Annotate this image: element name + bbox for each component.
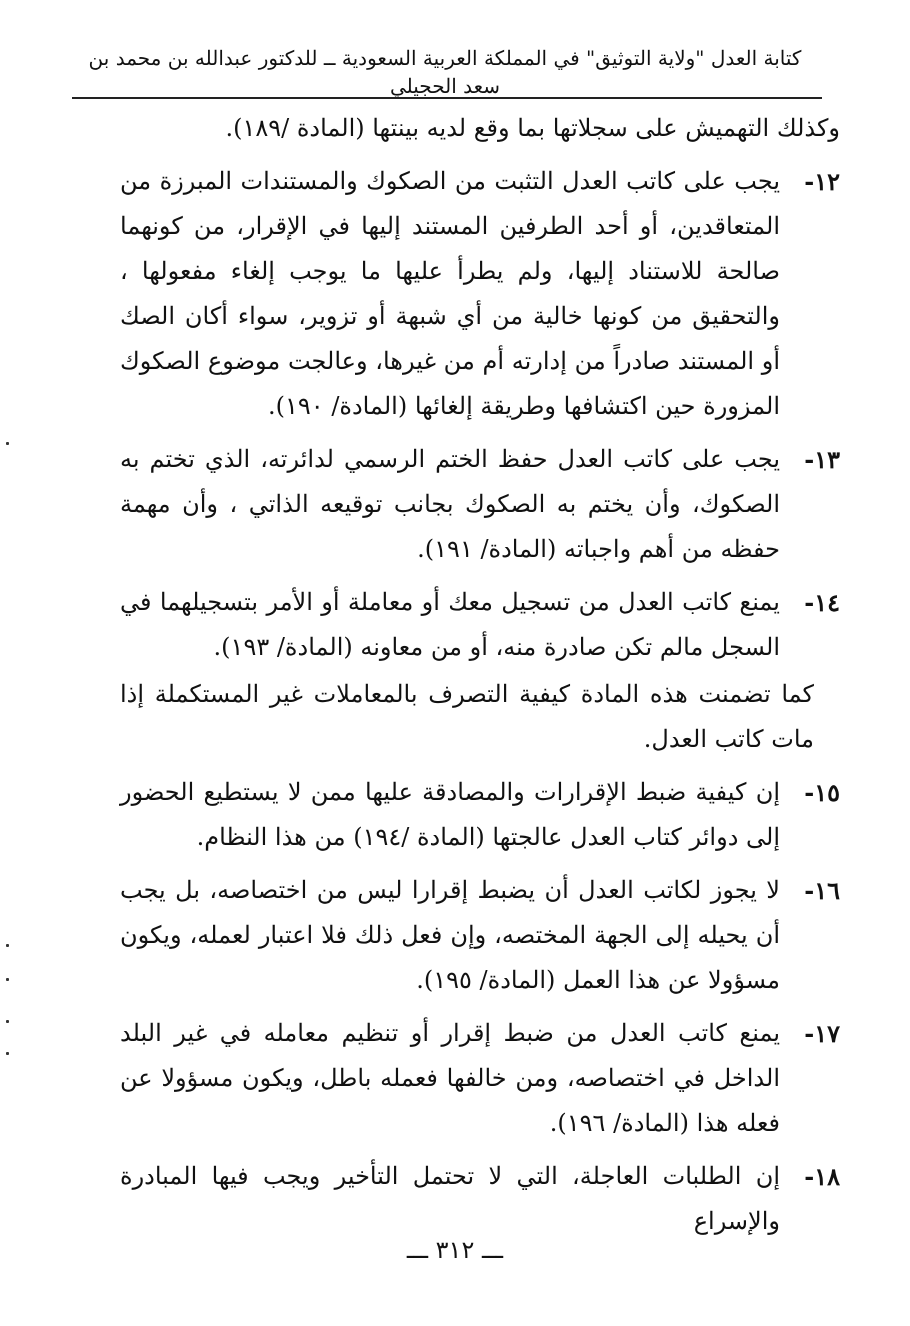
item-text: إن كيفية ضبط الإقرارات والمصادقة عليها ممن لا يستطيع الحضور إلى دوائر كتاب العدل عالجتها (المادة /١٩٤) من هذا النظام. (120, 778, 780, 851)
item-text: يمنع كاتب العدل من ضبط إقرار أو تنظيم معامله في غير البلد الداخل في اختصاصه، ومن خالفها فعمله باطل، ويكون مسؤولا عن فعله هذا (المادة/ ١٩٦). (120, 1019, 780, 1137)
item-number: ١٦- (804, 876, 840, 905)
scan-mark (6, 1020, 9, 1023)
scan-mark (6, 978, 9, 981)
item-number: ١٣- (804, 445, 840, 474)
item-number: ١٨- (804, 1162, 840, 1191)
list-item (120, 580, 840, 670)
list-item (120, 437, 840, 572)
item-text: إن الطلبات العاجلة، التي لا تحتمل التأخير ويجب فيها المبادرة والإسراع (120, 1162, 780, 1235)
page-number: ـــ ٣١٢ ـــ (406, 1236, 504, 1264)
item-text: لا يجوز لكاتب العدل أن يضبط إقرارا ليس من اختصاصه، بل يجب أن يحيله إلى الجهة المختصه، وإن فعل ذلك فلا اعتبار لعمله، ويكون مسؤولا عن هذا العمل (المادة/ ١٩٥). (120, 876, 780, 994)
item-number: ١٧- (804, 1019, 840, 1048)
list-item (120, 159, 840, 429)
list-item (120, 770, 840, 860)
list-item (120, 1154, 840, 1244)
scan-mark (6, 1052, 9, 1055)
scan-mark (6, 442, 9, 445)
body-text (120, 106, 840, 1244)
item-text: يجب على كاتب العدل التثبت من الصكوك والمستندات المبرزة من المتعاقدين، أو أحد الطرفين المستند إليها في الإقرار، من كونهما صالحة للاستناد إليها، ولم يطرأ عليها ما يوجب إلغاء مفعولها ، والتحقيق من كونها خالية من أي شبهة أو تزوير، سواء أكان الصك أو المستند صادراً من إدارته أم من غيرها، وعالجت موضوع الصكوك المزورة حين اكتشافها وطريقة إلغائها (المادة/ ١٩٠). (120, 167, 780, 420)
item-number: ١٥- (804, 778, 840, 807)
item-text: يمنع كاتب العدل من تسجيل معك أو معاملة أو الأمر بتسجيلهما في السجل مالم تكن صادرة منه، أو من معاونه (المادة/ ١٩٣). (120, 588, 780, 661)
running-header: كتابة العدل "ولاية التوثيق" في المملكة العربية السعودية ــ للدكتور عبدالله بن محمد بن سعد الحجيلي (88, 46, 802, 98)
item-text: يجب على كاتب العدل حفظ الختم الرسمي لدائرته، الذي تختم به الصكوك، وأن يختم به الصكوك بجانب توقيعه الذاتي ، وأن مهمة حفظه من أهم واجباته (المادة/ ١٩١). (120, 445, 780, 563)
note-paragraph: كما تضمنت هذه المادة كيفية التصرف بالمعاملات غير المستكملة إذا مات كاتب العدل. (120, 680, 814, 753)
header-rule (72, 97, 822, 99)
list-item (120, 868, 840, 1003)
scan-mark (6, 944, 9, 947)
item-number: ١٢- (804, 167, 840, 196)
item-number: ١٤- (804, 588, 840, 617)
list-item (120, 1011, 840, 1146)
opening-paragraph: وكذلك التهميش على سجلاتها بما وقع لديه بينتها (المادة /١٨٩). (225, 114, 840, 142)
